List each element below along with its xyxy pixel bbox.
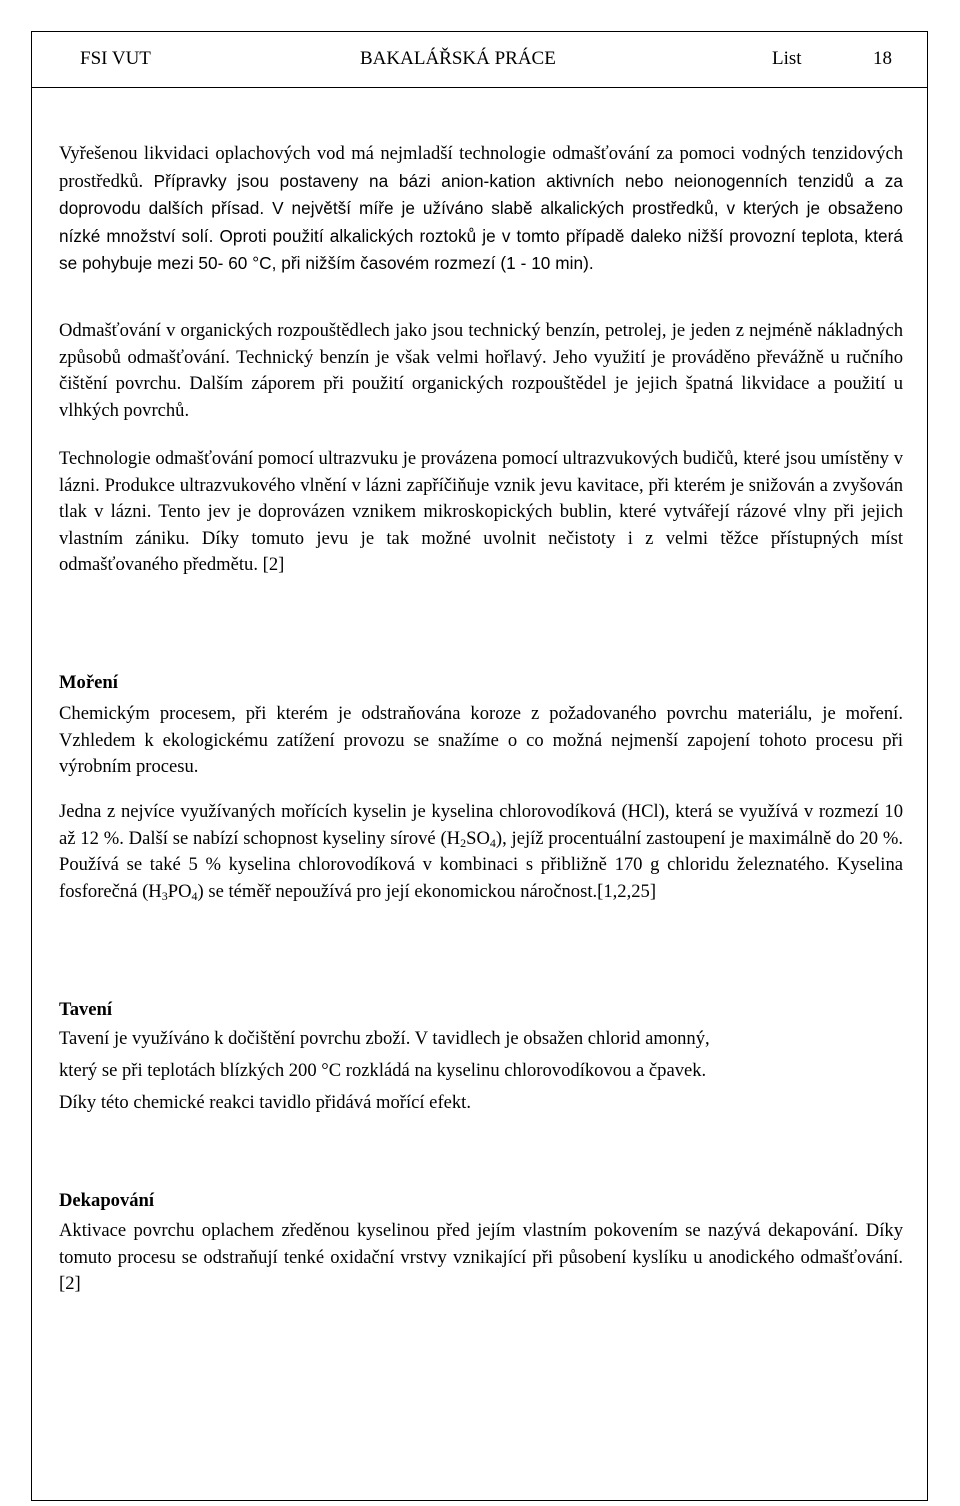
page-header (31, 31, 928, 88)
paragraph-tenzidy (59, 141, 903, 278)
paragraph-tenzidy-start: Vyřešenou likvidaci oplachových vod má nejmladší technologie odmašťování za pomoci vodných tenzidových prostředků. (59, 143, 903, 192)
paragraph-ultrazvuk: Technologie odmašťování pomocí ultrazvuku je provázena pomocí ultrazvukových budičů, které jsou umístěny v lázni. Produkce ultrazvukového vlnění v lázni zapříčiňuje vznik jevu kavitace, při kterém je snižován a zvyšován tlak v lázni. Tento jev je doprovázen vznikem mikroskopických bublin, které vytvářejí rázové vlny při jejich vlastním zániku. Díky tomuto jevu je tak možné uvolnit nečistoty i z velmi těžce přístupných míst odmašťovaného předmětu. [2] (59, 448, 903, 575)
header-title: BAKALÁŘSKÁ PRÁCE (360, 48, 556, 69)
paragraph-rozpoustedla: Odmašťování v organických rozpouštědlech jako jsou technický benzín, petrolej, je jeden z nejméně nákladných způsobů odmašťování. Technický benzín je však velmi hořlavý. Jeho využití je prováděno převážně u ručního čištění povrchu. Dalším záporem při použití organických rozpouštědel je jejich špatná likvidace a použití u vlhkých povrchů. (59, 320, 903, 421)
heading-moreni: Moření (59, 672, 118, 693)
header-school: FSI VUT (80, 48, 151, 69)
paragraph-moreni-intro: Chemickým procesem, při kterém je odstraňována koroze z požadovaného povrchu materiálu, je moření. Vzhledem k ekologickému zatížení provozu se snažíme o co možná nejmenší zapojení tohoto procesu při výrobním procesu. (59, 703, 903, 777)
paragraph-taveni-line2: který se při teplotách blízkých 200 °C rozkládá na kyselinu chlorovodíkovou a čpavek. (59, 1060, 707, 1081)
paragraph-taveni-line1: Tavení je využíváno k dočištění povrchu zboží. V tavidlech je obsažen chlorid amonný, (59, 1028, 710, 1049)
heading-taveni: Tavení (59, 999, 113, 1020)
paragraph-tenzidy-rest: Přípravky jsou postaveny na bázi anion-kation aktivních nebo neionogenních tenzidů a za doprovodu dalších přísad. V největší míře je užíváno slabě alkalických prostředků, v kterých je obsaženo nízké množství solí. Oproti použití alkalických roztoků je v tomto případě daleko nižší provozní teplota, která se pohybuje mezi 50- 60 °C, při nižším časovém rozmezí (1 - 10 min). (59, 170, 903, 273)
paragraph-moreni-kyseliny: Jedna z nejvíce využívaných mořících kyselin je kyselina chlorovodíková (HCl), která se využívá v rozmezí 10 až 12 %. Další se nabízí schopnost kyseliny sírové $(H_2SO_4)$, jejíž procentuální zastoupení je maximálně do 20 %. Používá se také 5 % kyselina chlorovodíková v kombinaci s přibližně 170 g chloridu železnatého. Kyselina fosforečná $(H_3PO_4)$ se téměř nepoužívá pro její ekonomickou náročnost.[1,2,25] (59, 801, 903, 903)
header-page-number: 18 (873, 48, 892, 69)
paragraph-taveni-line3: Díky této chemické reakci tavidlo přidává mořící efekt. (59, 1092, 471, 1113)
header-list-label: List (772, 48, 802, 69)
paragraph-dekapovani: Aktivace povrchu oplachem zředěnou kyselinou před jejím vlastním pokovením se nazývá dekapování. Díky tomuto procesu se odstraňují tenké oxidační vrstvy vznikající při působení kyslíku u anodického odmašťování. [2] (59, 1220, 903, 1294)
heading-dekapovani: Dekapování (59, 1190, 155, 1211)
